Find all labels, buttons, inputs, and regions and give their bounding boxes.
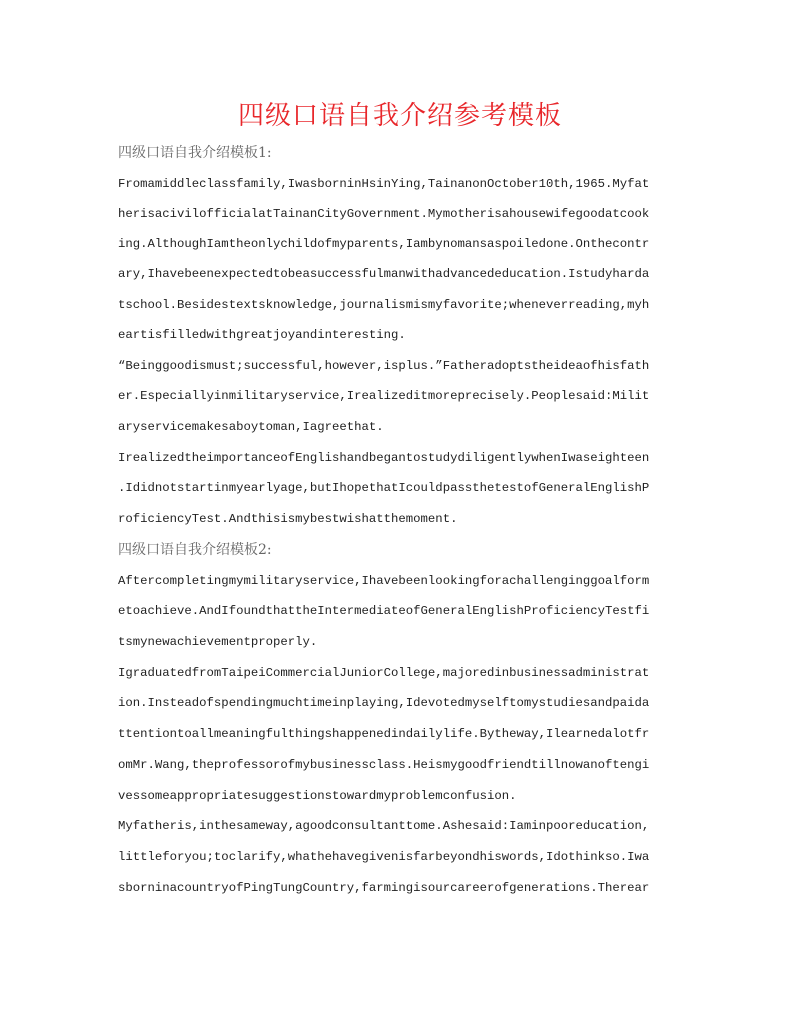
paragraph-line: .Ididnotstartinmyearlyage,butIhopethatIcouldpassthetestofGeneralEnglishP: [118, 481, 650, 495]
paragraph-line: ary,Ihavebeenexpectedtobeasuccessfulmanwithadvancededucation.Istudyharda: [118, 267, 650, 281]
paragraph-line: vessomeappropriatesuggestionstowardmyproblemconfusion.: [118, 789, 517, 803]
paragraph-line: roficiencyTest.Andthisismybestwishatthemoment.: [118, 512, 458, 526]
paragraph-line: Fromamiddleclassfamily,IwasborninHsinYing,TainanonOctober10th,1965.Myfat: [118, 177, 650, 191]
paragraph-line: ion.Insteadofspendingmuchtimeinplaying,Idevotedmyselftomystudiesandpaida: [118, 696, 650, 710]
paragraph-line: littleforyou;toclarify,whathehavegivenisfarbeyondhiswords,Idothinkso.Iwa: [118, 850, 650, 864]
paragraph-line: herisacivilofficialatTainanCityGovernment.Mymotherisahousewifegoodatcook: [118, 207, 650, 221]
section-heading-2: 四级口语自我介绍模板2:: [118, 542, 272, 558]
paragraph-line: er.Especiallyinmilitaryservice,Irealizeditmoreprecisely.Peoplesaid:Milit: [118, 389, 650, 403]
paragraph-line: aryservicemakesaboytoman,Iagreethat.: [118, 420, 384, 434]
section-heading-1: 四级口语自我介绍模板1:: [118, 145, 272, 161]
paragraph-line: IgraduatedfromTaipeiCommercialJuniorCollege,majoredinbusinessadministrat: [118, 666, 650, 680]
paragraph-line: “Beinggoodismust;successful,however,isplus.”Fatheradoptstheideaofhisfath: [118, 359, 650, 373]
paragraph-line: etoachieve.AndIfoundthattheIntermediateofGeneralEnglishProficiencyTestfi: [118, 604, 650, 618]
paragraph-line: Aftercompletingmymilitaryservice,Ihavebeenlookingforachallenginggoalform: [118, 574, 650, 588]
document-title: 四级口语自我介绍参考模板: [237, 101, 562, 131]
paragraph-line: tschool.Besidestextsknowledge,journalismismyfavorite;wheneverreading,myh: [118, 298, 650, 312]
paragraph-line: ttentiontoallmeaningfulthingshappenedindailylife.Bytheway,Ilearnedalotfr: [118, 727, 650, 741]
paragraph-line: IrealizedtheimportanceofEnglishandbegantostudydiligentlywhenIwaseighteen: [118, 451, 650, 465]
paragraph-line: Myfatheris,inthesameway,agoodconsultanttome.Ashesaid:Iaminpooreducation,: [118, 819, 650, 833]
paragraph-line: ing.AlthoughIamtheonlychildofmyparents,Iambynomansaspoiledone.Onthecontr: [118, 237, 650, 251]
paragraph-line: sborninacountryofPingTungCountry,farmingisourcareerofgenerations.Therear: [118, 881, 650, 895]
paragraph-line: omMr.Wang,theprofessorofmybusinessclass.Heismygoodfriendtillnowanoftengi: [118, 758, 650, 772]
paragraph-line: tsmynewachievementproperly.: [118, 635, 318, 649]
paragraph-line: eartisfilledwithgreatjoyandinteresting.: [118, 328, 406, 342]
